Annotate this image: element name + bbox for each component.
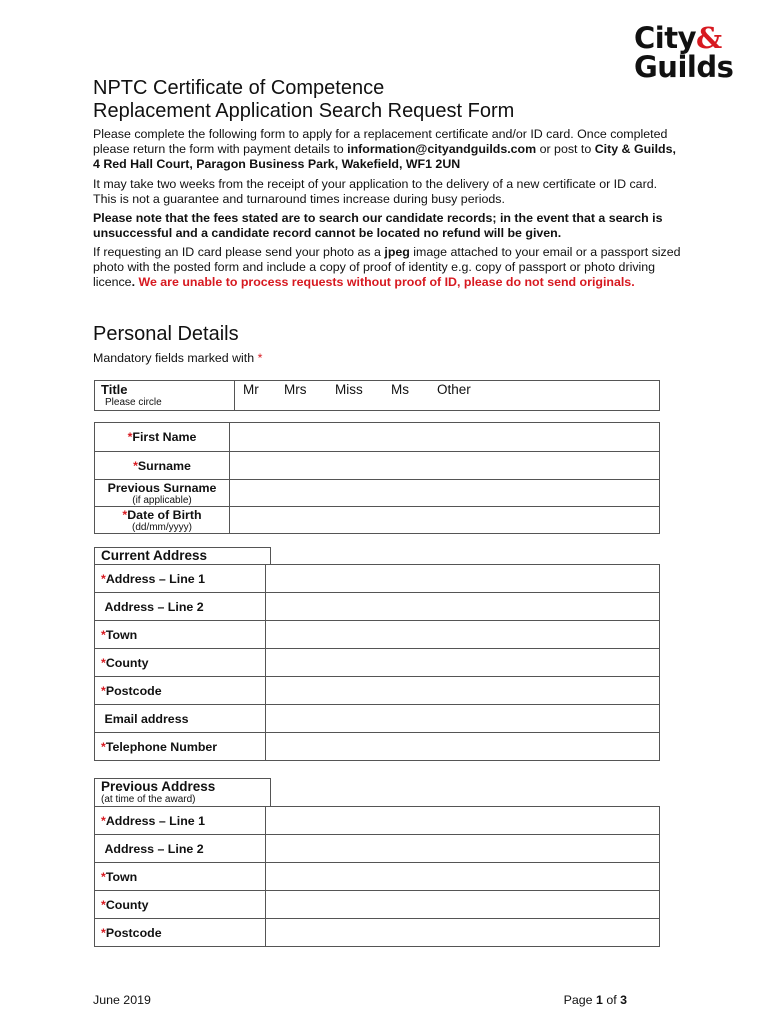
current-address-row bbox=[95, 733, 660, 761]
surname-field[interactable] bbox=[230, 452, 660, 480]
current-address-field[interactable] bbox=[266, 565, 660, 593]
previous-address-label: Address – Line 2 bbox=[95, 835, 266, 863]
current-address-field[interactable] bbox=[266, 733, 660, 761]
surname-label: *Surname bbox=[95, 452, 230, 480]
previous-address-row bbox=[95, 919, 660, 947]
title-option-ms[interactable]: Ms bbox=[391, 382, 409, 397]
intro-paragraph-1: Please complete the following form to apply for a replacement certificate and/or ID card. Once completed please return the form with payment details to information@cityandguilds.com or post to City & Guilds, 4 Red Hall Court, Paragon Business Park, Wakefield, WF1 2UN bbox=[93, 127, 676, 171]
previous-address-heading: Previous Address (at time of the award) bbox=[94, 778, 271, 807]
current-address-label: *County bbox=[95, 649, 266, 677]
previous-surname-label: Previous Surname (if applicable) bbox=[95, 480, 230, 507]
ampersand-lion-logo-icon: & bbox=[696, 21, 722, 55]
first-name-label: *First Name bbox=[95, 423, 230, 452]
previous-address-row bbox=[95, 863, 660, 891]
current-address-row bbox=[95, 565, 660, 593]
current-address-row bbox=[95, 705, 660, 733]
current-address-field[interactable] bbox=[266, 621, 660, 649]
required-asterisk: * bbox=[101, 655, 106, 670]
previous-address-row bbox=[95, 891, 660, 919]
previous-address-table bbox=[94, 806, 660, 947]
page-title: NPTC Certificate of Competence Replacement Application Search Request Form bbox=[93, 77, 515, 122]
current-address-label: *Town bbox=[95, 621, 266, 649]
proof-of-id-warning: We are unable to process requests without proof of ID, please do not send originals. bbox=[135, 275, 635, 289]
title-option-mrs[interactable]: Mrs bbox=[284, 382, 307, 397]
required-asterisk: * bbox=[101, 683, 106, 698]
previous-address-field[interactable] bbox=[266, 835, 660, 863]
previous-address-row bbox=[95, 835, 660, 863]
previous-address-label: *Town bbox=[95, 863, 266, 891]
current-address-row bbox=[95, 593, 660, 621]
date-of-birth-field[interactable] bbox=[230, 507, 660, 534]
current-address-row bbox=[95, 621, 660, 649]
current-address-field[interactable] bbox=[266, 677, 660, 705]
title-option-other[interactable]: Other bbox=[437, 382, 471, 397]
required-asterisk: * bbox=[101, 571, 106, 586]
current-address-row bbox=[95, 677, 660, 705]
title-label-cell: Title Please circle bbox=[95, 381, 235, 411]
page-number: Page 1 of 3 bbox=[563, 993, 627, 1007]
intro-paragraph-2: It may take two weeks from the receipt of your application to the delivery of a new certificate or ID card. This is not a guarantee and turnaround times increase during busy periods. bbox=[93, 177, 658, 206]
current-address-label: Email address bbox=[95, 705, 266, 733]
section-heading-personal-details: Personal Details bbox=[93, 323, 239, 345]
city-and-guilds-logo: City& Guilds bbox=[634, 21, 734, 84]
required-asterisk: * bbox=[101, 869, 106, 884]
postal-address: City & Guilds, 4 Red Hall Court, Paragon Business Park, Wakefield, WF1 2UN bbox=[93, 142, 676, 171]
title-option-mr[interactable]: Mr bbox=[243, 382, 259, 397]
previous-address-field[interactable] bbox=[266, 891, 660, 919]
previous-address-row bbox=[95, 807, 660, 835]
title-option-miss[interactable]: Miss bbox=[335, 382, 363, 397]
current-address-label: Address – Line 2 bbox=[95, 593, 266, 621]
date-of-birth-label: *Date of Birth (dd/mm/yyyy) bbox=[95, 507, 230, 534]
title-table bbox=[94, 380, 660, 411]
current-address-label: *Postcode bbox=[95, 677, 266, 705]
current-address-label: *Telephone Number bbox=[95, 733, 266, 761]
current-address-label: *Address – Line 1 bbox=[95, 565, 266, 593]
previous-surname-field[interactable] bbox=[230, 480, 660, 507]
contact-email[interactable]: information@cityandguilds.com bbox=[347, 142, 537, 156]
required-asterisk: * bbox=[101, 739, 106, 754]
required-asterisk: * bbox=[101, 813, 106, 828]
previous-address-label: *Address – Line 1 bbox=[95, 807, 266, 835]
current-address-field[interactable] bbox=[266, 649, 660, 677]
first-name-field[interactable] bbox=[230, 423, 660, 452]
fees-notice: Please note that the fees stated are to search our candidate records; in the event that a search is unsuccessful and a candidate record cannot be located no refund will be given. bbox=[93, 211, 663, 240]
previous-address-field[interactable] bbox=[266, 919, 660, 947]
current-address-field[interactable] bbox=[266, 705, 660, 733]
previous-address-field[interactable] bbox=[266, 807, 660, 835]
required-asterisk: * bbox=[101, 925, 106, 940]
previous-address-label: *County bbox=[95, 891, 266, 919]
intro-paragraph-4: If requesting an ID card please send your photo as a jpeg image attached to your email or a passport sized photo with the posted form and include a copy of proof of identity e.g. copy of passport or photo driving licence. We are unable to process requests without proof of ID, please do not send originals. bbox=[93, 245, 681, 289]
previous-address-label: *Postcode bbox=[95, 919, 266, 947]
previous-address-field[interactable] bbox=[266, 863, 660, 891]
current-address-heading: Current Address bbox=[94, 547, 271, 565]
required-asterisk: * bbox=[101, 627, 106, 642]
current-address-table bbox=[94, 564, 660, 761]
footer-date: June 2019 bbox=[93, 993, 151, 1007]
current-address-row bbox=[95, 649, 660, 677]
current-address-field[interactable] bbox=[266, 593, 660, 621]
mandatory-note: Mandatory fields marked with * bbox=[93, 351, 263, 365]
name-table bbox=[94, 422, 660, 534]
title-options-cell bbox=[235, 381, 660, 411]
required-asterisk: * bbox=[101, 897, 106, 912]
